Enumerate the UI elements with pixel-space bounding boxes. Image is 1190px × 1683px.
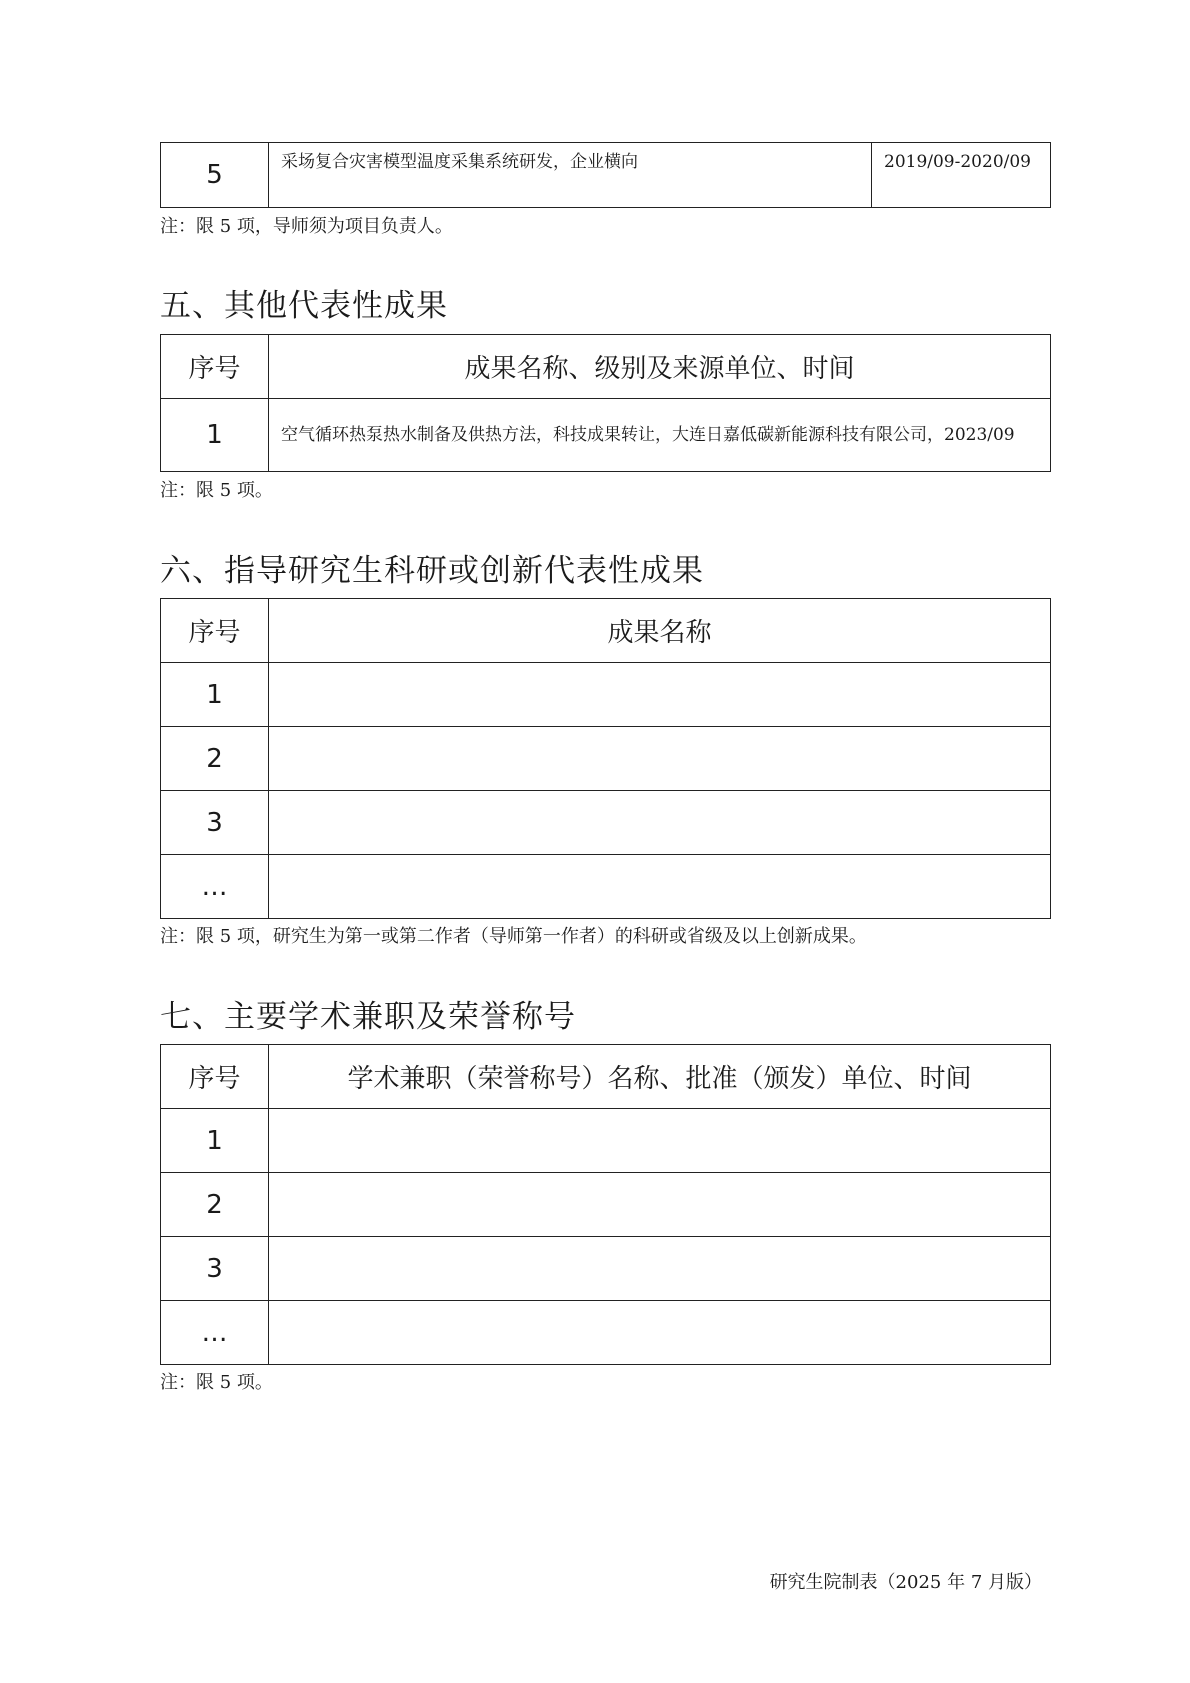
- project-period: 2019/09-2020/09: [872, 143, 1051, 208]
- row-number: 1: [161, 399, 269, 472]
- achievement-content: 空气循环热泵热水制备及供热方法，科技成果转让，大连日嘉低碳新能源科技有限公司，2023/09: [269, 399, 1051, 472]
- footer-text: 研究生院制表（2025 年 7 月版）: [769, 1572, 1042, 1593]
- table-row: [161, 1237, 1051, 1301]
- other-achievements-table: [160, 334, 1051, 472]
- row-number: 3: [161, 791, 269, 855]
- section-title-honors: 七、主要学术兼职及荣誉称号: [160, 999, 576, 1035]
- row-number: 3: [161, 1237, 269, 1301]
- row-number: 1: [161, 663, 269, 727]
- table-row: [161, 663, 1051, 727]
- achievement-cell: [269, 855, 1051, 919]
- row-number: …: [161, 855, 269, 919]
- table-row: [161, 1301, 1051, 1365]
- achievement-cell: [269, 791, 1051, 855]
- student-achievements-table: [160, 598, 1051, 919]
- header-honor: 学术兼职（荣誉称号）名称、批准（颁发）单位、时间: [269, 1045, 1051, 1109]
- table-row: [161, 1173, 1051, 1237]
- table-row: [161, 143, 1051, 208]
- honors-table: [160, 1044, 1051, 1365]
- section7-note: 注：限 5 项。: [160, 1372, 273, 1393]
- header-index: 序号: [161, 335, 269, 399]
- row-number: 5: [161, 143, 269, 208]
- table-row: [161, 855, 1051, 919]
- header-achievement: 成果名称、级别及来源单位、时间: [269, 335, 1051, 399]
- row-number: 2: [161, 727, 269, 791]
- row-number: …: [161, 1301, 269, 1365]
- honor-cell: [269, 1173, 1051, 1237]
- table-row: [161, 727, 1051, 791]
- section-title-other-achievements: 五、其他代表性成果: [160, 288, 448, 324]
- honor-cell: [269, 1109, 1051, 1173]
- table-row: [161, 399, 1051, 472]
- row-number: 1: [161, 1109, 269, 1173]
- section6-note: 注：限 5 项，研究生为第一或第二作者（导师第一作者）的科研或省级及以上创新成果。: [160, 926, 867, 947]
- header-index: 序号: [161, 1045, 269, 1109]
- section5-note: 注：限 5 项。: [160, 480, 273, 501]
- project-content: 采场复合灾害模型温度采集系统研发，企业横向: [269, 143, 872, 208]
- table-row: [161, 791, 1051, 855]
- achievement-cell: [269, 663, 1051, 727]
- project-note: 注：限 5 项，导师须为项目负责人。: [160, 216, 453, 237]
- table-row: [161, 1109, 1051, 1173]
- header-achievement-name: 成果名称: [269, 599, 1051, 663]
- table-header-row: [161, 335, 1051, 399]
- table-header-row: [161, 1045, 1051, 1109]
- table-header-row: [161, 599, 1051, 663]
- section-title-student-achievements: 六、指导研究生科研或创新代表性成果: [160, 553, 704, 589]
- header-index: 序号: [161, 599, 269, 663]
- row-number: 2: [161, 1173, 269, 1237]
- project-table: [160, 142, 1051, 208]
- honor-cell: [269, 1301, 1051, 1365]
- honor-cell: [269, 1237, 1051, 1301]
- achievement-cell: [269, 727, 1051, 791]
